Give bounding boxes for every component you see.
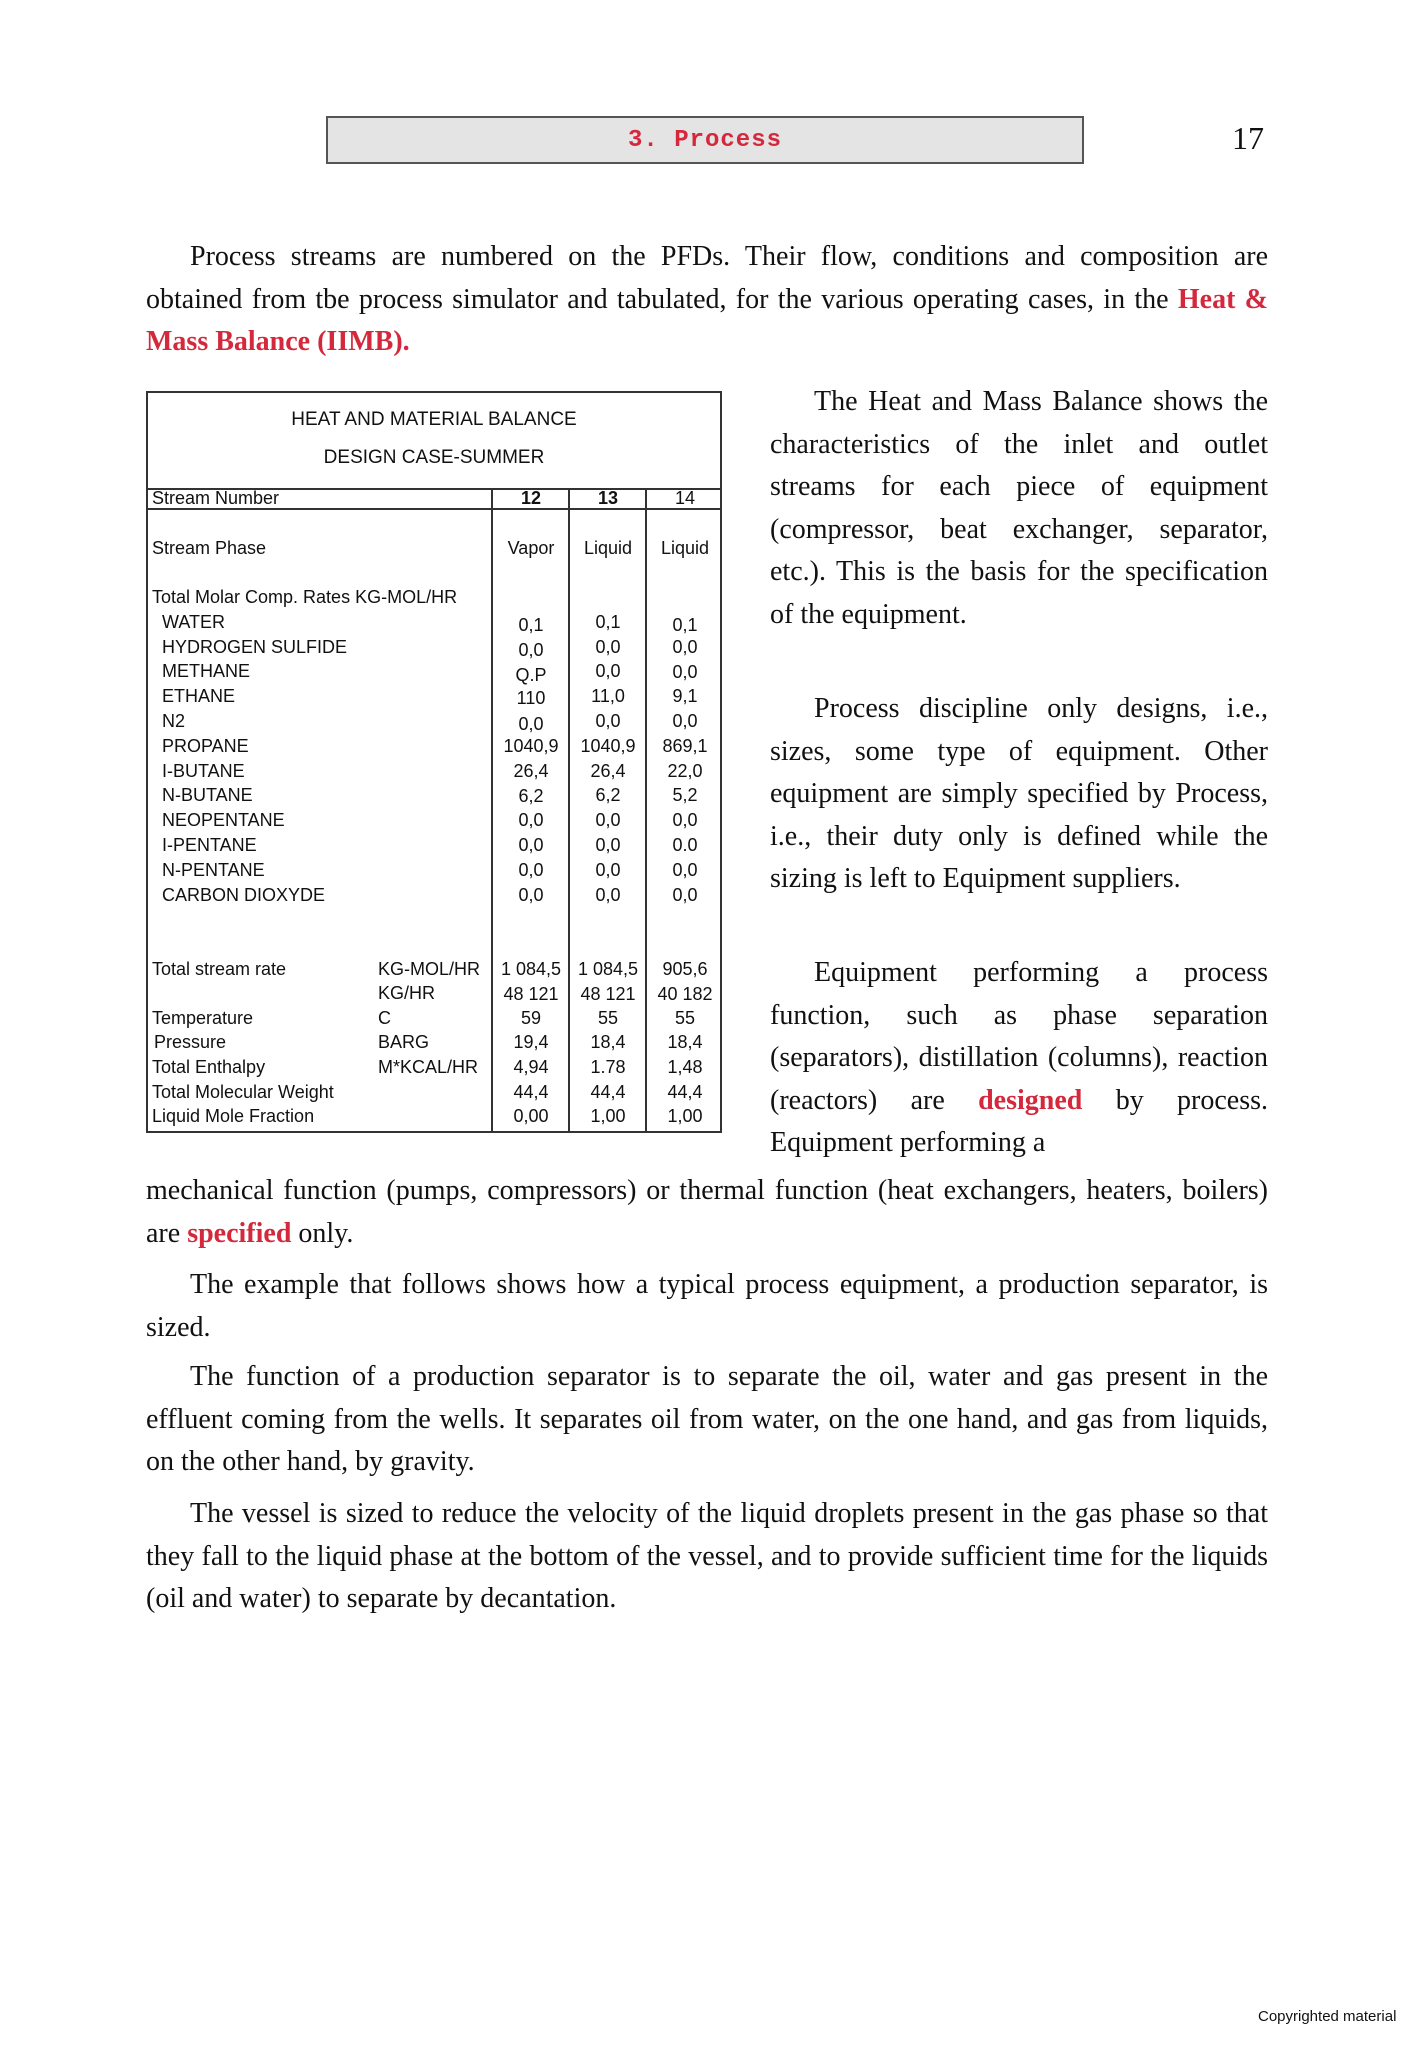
component-name: CARBON DIOXYDE [162, 885, 326, 905]
component-value: 0,0 [672, 860, 698, 880]
component-value: 0,0 [595, 810, 621, 830]
designed-highlight: designed [978, 1084, 1083, 1116]
component-value: 1040,9 [503, 736, 559, 756]
molar-rates-label: Total Molar Comp. Rates KG-MOL/HR [152, 587, 458, 607]
property-value: 4,94 [513, 1057, 549, 1077]
component-value: 1040,9 [580, 736, 636, 756]
component-name: N-PENTANE [162, 860, 265, 880]
component-value: 0,0 [518, 860, 544, 880]
property-name: Temperature [152, 1008, 254, 1028]
component-value: 26,4 [513, 761, 549, 781]
component-name: I-BUTANE [162, 761, 245, 781]
component-value: 6,2 [518, 786, 544, 806]
component-value: 0,0 [595, 637, 621, 657]
property-value: 55 [597, 1008, 619, 1028]
component-value: 869,1 [662, 736, 708, 756]
component-value: 0,0 [672, 885, 698, 905]
property-value: 48 121 [503, 984, 559, 1004]
component-value: 0,1 [672, 615, 698, 635]
property-name: Pressure [154, 1032, 227, 1052]
component-name: N-BUTANE [162, 785, 253, 805]
property-value: 44,4 [513, 1082, 549, 1102]
property-unit: KG-MOL/HR [378, 959, 481, 979]
paragraph-hmb-description: The Heat and Mass Balance shows the characteristics of the inlet and outlet streams for each piece of equipment (compressor, beat exchanger, separator, etc.). This is the basis for the specification of the equipment. [770, 386, 1268, 630]
heat-material-balance-table [146, 391, 722, 1133]
property-value: 18,4 [590, 1032, 626, 1052]
property-value: 0,00 [513, 1106, 549, 1126]
component-value: 0,0 [595, 711, 621, 731]
property-value: 19,4 [513, 1032, 549, 1052]
component-name: N2 [162, 711, 186, 731]
cont-text-after: only. [291, 1217, 354, 1249]
paragraph-equipment-designed [770, 952, 1268, 1165]
component-value: 0,0 [518, 810, 544, 830]
stream-phase: Vapor [507, 538, 555, 558]
property-value: 18,4 [667, 1032, 703, 1052]
component-value: 26,4 [590, 761, 626, 781]
component-value: 0,0 [672, 711, 698, 731]
property-name: Total Enthalpy [152, 1057, 266, 1077]
component-value: 0,0 [672, 810, 698, 830]
property-value: 1,48 [667, 1057, 703, 1077]
component-value: 0,1 [518, 615, 544, 635]
component-name: I-PENTANE [162, 835, 257, 855]
stream-number-12: 12 [520, 488, 542, 508]
component-name: METHANE [162, 661, 251, 681]
component-value: 0,0 [672, 637, 698, 657]
component-value: 0,0 [595, 835, 621, 855]
component-value: 0,0 [672, 662, 698, 682]
component-value: 0,0 [518, 714, 544, 734]
component-value: 0,0 [595, 661, 621, 681]
property-value: 1,00 [667, 1106, 703, 1126]
property-value: 1,00 [590, 1106, 626, 1126]
section-header [326, 116, 1084, 164]
component-value: 6,2 [595, 785, 621, 805]
property-value: 44,4 [590, 1082, 626, 1102]
component-name: NEOPENTANE [162, 810, 285, 830]
property-value: 48 121 [580, 984, 636, 1004]
cont-text: mechanical function (pumps, compressors) or thermal function (heat exchangers, heaters, boilers) are [146, 1175, 1268, 1249]
component-value: 22,0 [667, 761, 703, 781]
component-name: HYDROGEN SULFIDE [162, 637, 348, 657]
component-name: PROPANE [162, 736, 249, 756]
intro-paragraph [146, 236, 1268, 364]
component-value: Q.P [515, 665, 547, 685]
stream-number-14: 14 [674, 488, 696, 508]
property-name: Liquid Mole Fraction [152, 1106, 315, 1126]
page-number: 17 [1232, 120, 1264, 156]
property-name: Total Molecular Weight [152, 1082, 334, 1102]
property-value: 55 [674, 1008, 696, 1028]
property-unit: KG/HR [378, 983, 436, 1003]
property-value: 44,4 [667, 1082, 703, 1102]
paragraph-vessel-sizing: The vessel is sized to reduce the velocity of the liquid droplets present in the gas phase so that they fall to the liquid phase at the bottom of the vessel, and to provide sufficient time for the liquids (oil and water) to separate by decantation. [146, 1498, 1268, 1614]
property-value: 40 182 [657, 984, 713, 1004]
copyright-notice: Copyrighted material [1258, 2008, 1397, 2025]
component-value: 5,2 [672, 785, 698, 805]
component-value: 0,0 [595, 860, 621, 880]
component-value: 0,0 [518, 885, 544, 905]
stream-number-13: 13 [597, 488, 619, 508]
p3-text-after: by process. Equipment performing a [770, 1084, 1268, 1158]
p3-text: Equipment performing a process function, such as phase separation (separators), distillation (columns), reaction (reactors) are [770, 957, 1268, 1116]
property-value: 59 [520, 1008, 542, 1028]
table-subtitle: DESIGN CASE-SUMMER [323, 447, 545, 468]
component-value: 0.0 [672, 835, 698, 855]
component-value: 11,0 [591, 686, 625, 706]
property-value: 1 084,5 [500, 959, 562, 979]
component-name: WATER [162, 612, 225, 632]
hmb-highlight: Heat & Mass Balance (IIMB). [146, 283, 1268, 357]
paragraph-continuation [146, 1170, 1268, 1255]
section-title: 3. Process [627, 126, 783, 154]
property-unit: M*KCAL/HR [378, 1057, 479, 1077]
property-value: 1 084,5 [577, 959, 639, 979]
specified-highlight: specified [187, 1217, 292, 1249]
paragraph-process-discipline: Process discipline only designs, i.e., sizes, some type of equipment. Other equipment are simply specified by Process, i.e., their duty only is defined while the sizing is left to Equipment suppliers. [770, 693, 1268, 894]
property-value: 905,6 [662, 959, 708, 979]
component-value: 0,1 [595, 612, 621, 632]
intro-text: Process streams are numbered on the PFDs. Their flow, conditions and composition are obtained from tbe process simulator and tabulated, for the various operating cases, in the [146, 241, 1268, 315]
component-value: 9,1 [672, 686, 698, 706]
paragraph-example: The example that follows shows how a typical process equipment, a production separator, is sized. [146, 1269, 1268, 1343]
component-value: 0,0 [595, 885, 621, 905]
paragraph-separator-function: The function of a production separator is to separate the oil, water and gas present in the effluent coming from the wells. It separates oil from water, on the one hand, and gas from liquids, on the other hand, by gravity. [146, 1361, 1268, 1477]
stream-phase-label: Stream Phase [152, 538, 267, 558]
component-value: 110 [516, 688, 546, 708]
property-name: Total stream rate [152, 959, 287, 979]
component-value: 0,0 [518, 835, 544, 855]
table-title: HEAT AND MATERIAL BALANCE [291, 409, 577, 430]
stream-number-label: Stream Number [152, 488, 280, 508]
component-value: 0,0 [518, 640, 544, 660]
property-unit: C [378, 1008, 391, 1028]
property-value: 1.78 [590, 1057, 626, 1077]
property-unit: BARG [378, 1032, 430, 1052]
stream-phase: Liquid [660, 538, 710, 558]
stream-phase: Liquid [583, 538, 633, 558]
component-name: ETHANE [162, 686, 236, 706]
